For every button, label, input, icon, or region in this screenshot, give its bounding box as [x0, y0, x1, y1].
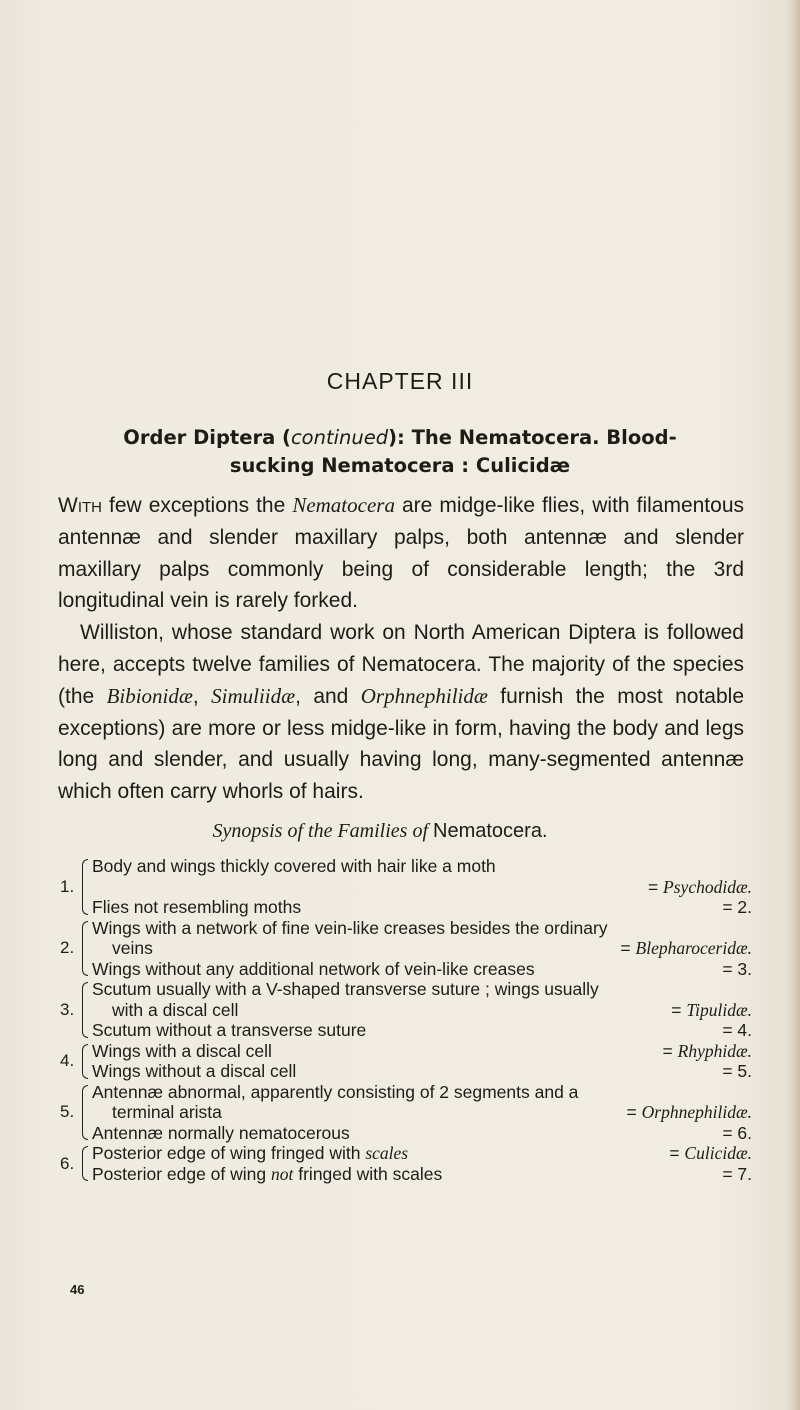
- brace: [82, 921, 88, 977]
- key-line-text: with a discal cell: [112, 999, 239, 1020]
- couplet-number: 3.: [60, 999, 75, 1019]
- key-line: [92, 979, 752, 1000]
- key-line-result: = Tipulidæ.: [671, 999, 752, 1020]
- key-couplet: [60, 1082, 752, 1144]
- key-line: [92, 1164, 752, 1185]
- page-edge-shadow: [786, 0, 800, 1410]
- key-couplet: [60, 856, 752, 918]
- key-line-result: = 5.: [722, 1061, 752, 1081]
- key-line-text: Wings with a discal cell: [92, 1040, 272, 1061]
- key-couplet: [60, 918, 752, 980]
- key-line-result: = 3.: [722, 958, 752, 979]
- key-line: [92, 1082, 752, 1103]
- couplet-number: 2.: [60, 938, 75, 958]
- couplet-number: 4.: [60, 1051, 75, 1070]
- key-line: [92, 856, 752, 877]
- key-line-text: Wings with a network of fine vein-like creases besides the ordinary: [92, 917, 608, 938]
- body-text: [58, 490, 744, 808]
- key-line-result: = 7.: [722, 1163, 752, 1184]
- key-line-text: veins: [112, 938, 153, 958]
- key-line: [92, 959, 752, 980]
- key-line-result: = Rhyphidæ.: [662, 1040, 752, 1061]
- key-line-text: Flies not resembling moths: [92, 897, 302, 917]
- key-line-text: Antennæ normally nematocerous: [92, 1122, 350, 1143]
- brace: [82, 1146, 88, 1181]
- heading-line-1: Order Diptera (continued): The Nematocera. Blood-: [123, 426, 677, 449]
- key-line: [92, 1123, 752, 1144]
- key-line: [92, 938, 752, 959]
- key-line-result: = Psychodidæ.: [647, 876, 752, 897]
- key-line-result: = 2.: [722, 897, 752, 917]
- synopsis-title: Synopsis of the Families of Nematocera.: [212, 820, 548, 842]
- key-line: [92, 1000, 752, 1021]
- key-line-text: Posterior edge of wing fringed with scales: [92, 1143, 409, 1163]
- key-line-text: Scutum usually with a V-shaped transverse suture ; wings usually: [92, 979, 599, 999]
- key-line: [92, 897, 752, 918]
- couplet-number: 6.: [60, 1153, 75, 1173]
- key-couplet: [60, 1041, 752, 1082]
- page-number: 46: [70, 1282, 85, 1297]
- couplet-number: 1.: [60, 876, 75, 896]
- paragraph-2: Williston, whose standard work on North American Diptera is followed here, accepts twelve families of Nematocera. The majority of the species (the Bibionidæ, Simuliidæ, and Orphnephilidæ furnish the most notable exceptions) are more or less midge-like in form, having the body and legs long and slender, and usually having long, many-segmented antennæ which often carry whorls of hairs.: [58, 621, 744, 804]
- key-line-result: = Culicidæ.: [669, 1143, 752, 1163]
- key-line: [92, 1061, 752, 1082]
- key-line-text: Body and wings thickly covered with hair like a moth: [92, 856, 496, 876]
- key-line-result: = Blepharoceridæ.: [620, 938, 752, 958]
- key-line-text: terminal arista: [112, 1102, 222, 1122]
- key-line-text: Wings without a discal cell: [92, 1061, 297, 1081]
- key-line-text: Scutum without a transverse suture: [92, 1020, 367, 1040]
- key-couplet: [60, 979, 752, 1041]
- key-line-text: Wings without any additional network of vein-like creases: [92, 958, 535, 979]
- brace: [82, 1085, 88, 1141]
- key-line-text: Posterior edge of wing not fringed with scales: [92, 1163, 443, 1184]
- paragraph-1: With few exceptions the Nematocera are midge-like flies, with filamentous antennæ and slender maxillary palps, both antennæ and slender maxillary palps commonly being of considerable length; the 3rd longitudinal vein is rarely forked.: [58, 493, 744, 613]
- key-line-result: = 4.: [722, 1020, 752, 1040]
- couplet-number: 5.: [60, 1102, 75, 1122]
- key-line: [92, 918, 752, 939]
- brace: [82, 1044, 88, 1079]
- key-line: [92, 877, 752, 898]
- section-heading: [0, 424, 800, 480]
- key-line-text: Antennæ abnormal, apparently consisting of 2 segments and a: [92, 1081, 579, 1102]
- brace: [82, 982, 88, 1038]
- key-line-result: = 6.: [722, 1122, 752, 1143]
- key-line: [92, 1143, 752, 1164]
- key-line: [92, 1020, 752, 1041]
- key-line-result: = Orphnephilidæ.: [626, 1102, 752, 1122]
- brace: [82, 859, 88, 915]
- key-line: [92, 1102, 752, 1123]
- heading-line-2: sucking Nematocera : Culicidæ: [229, 454, 571, 477]
- chapter-title: CHAPTER III: [326, 368, 474, 394]
- key-couplet: [60, 1143, 752, 1184]
- synopsis-key: [60, 856, 752, 1184]
- key-line: [92, 1041, 752, 1062]
